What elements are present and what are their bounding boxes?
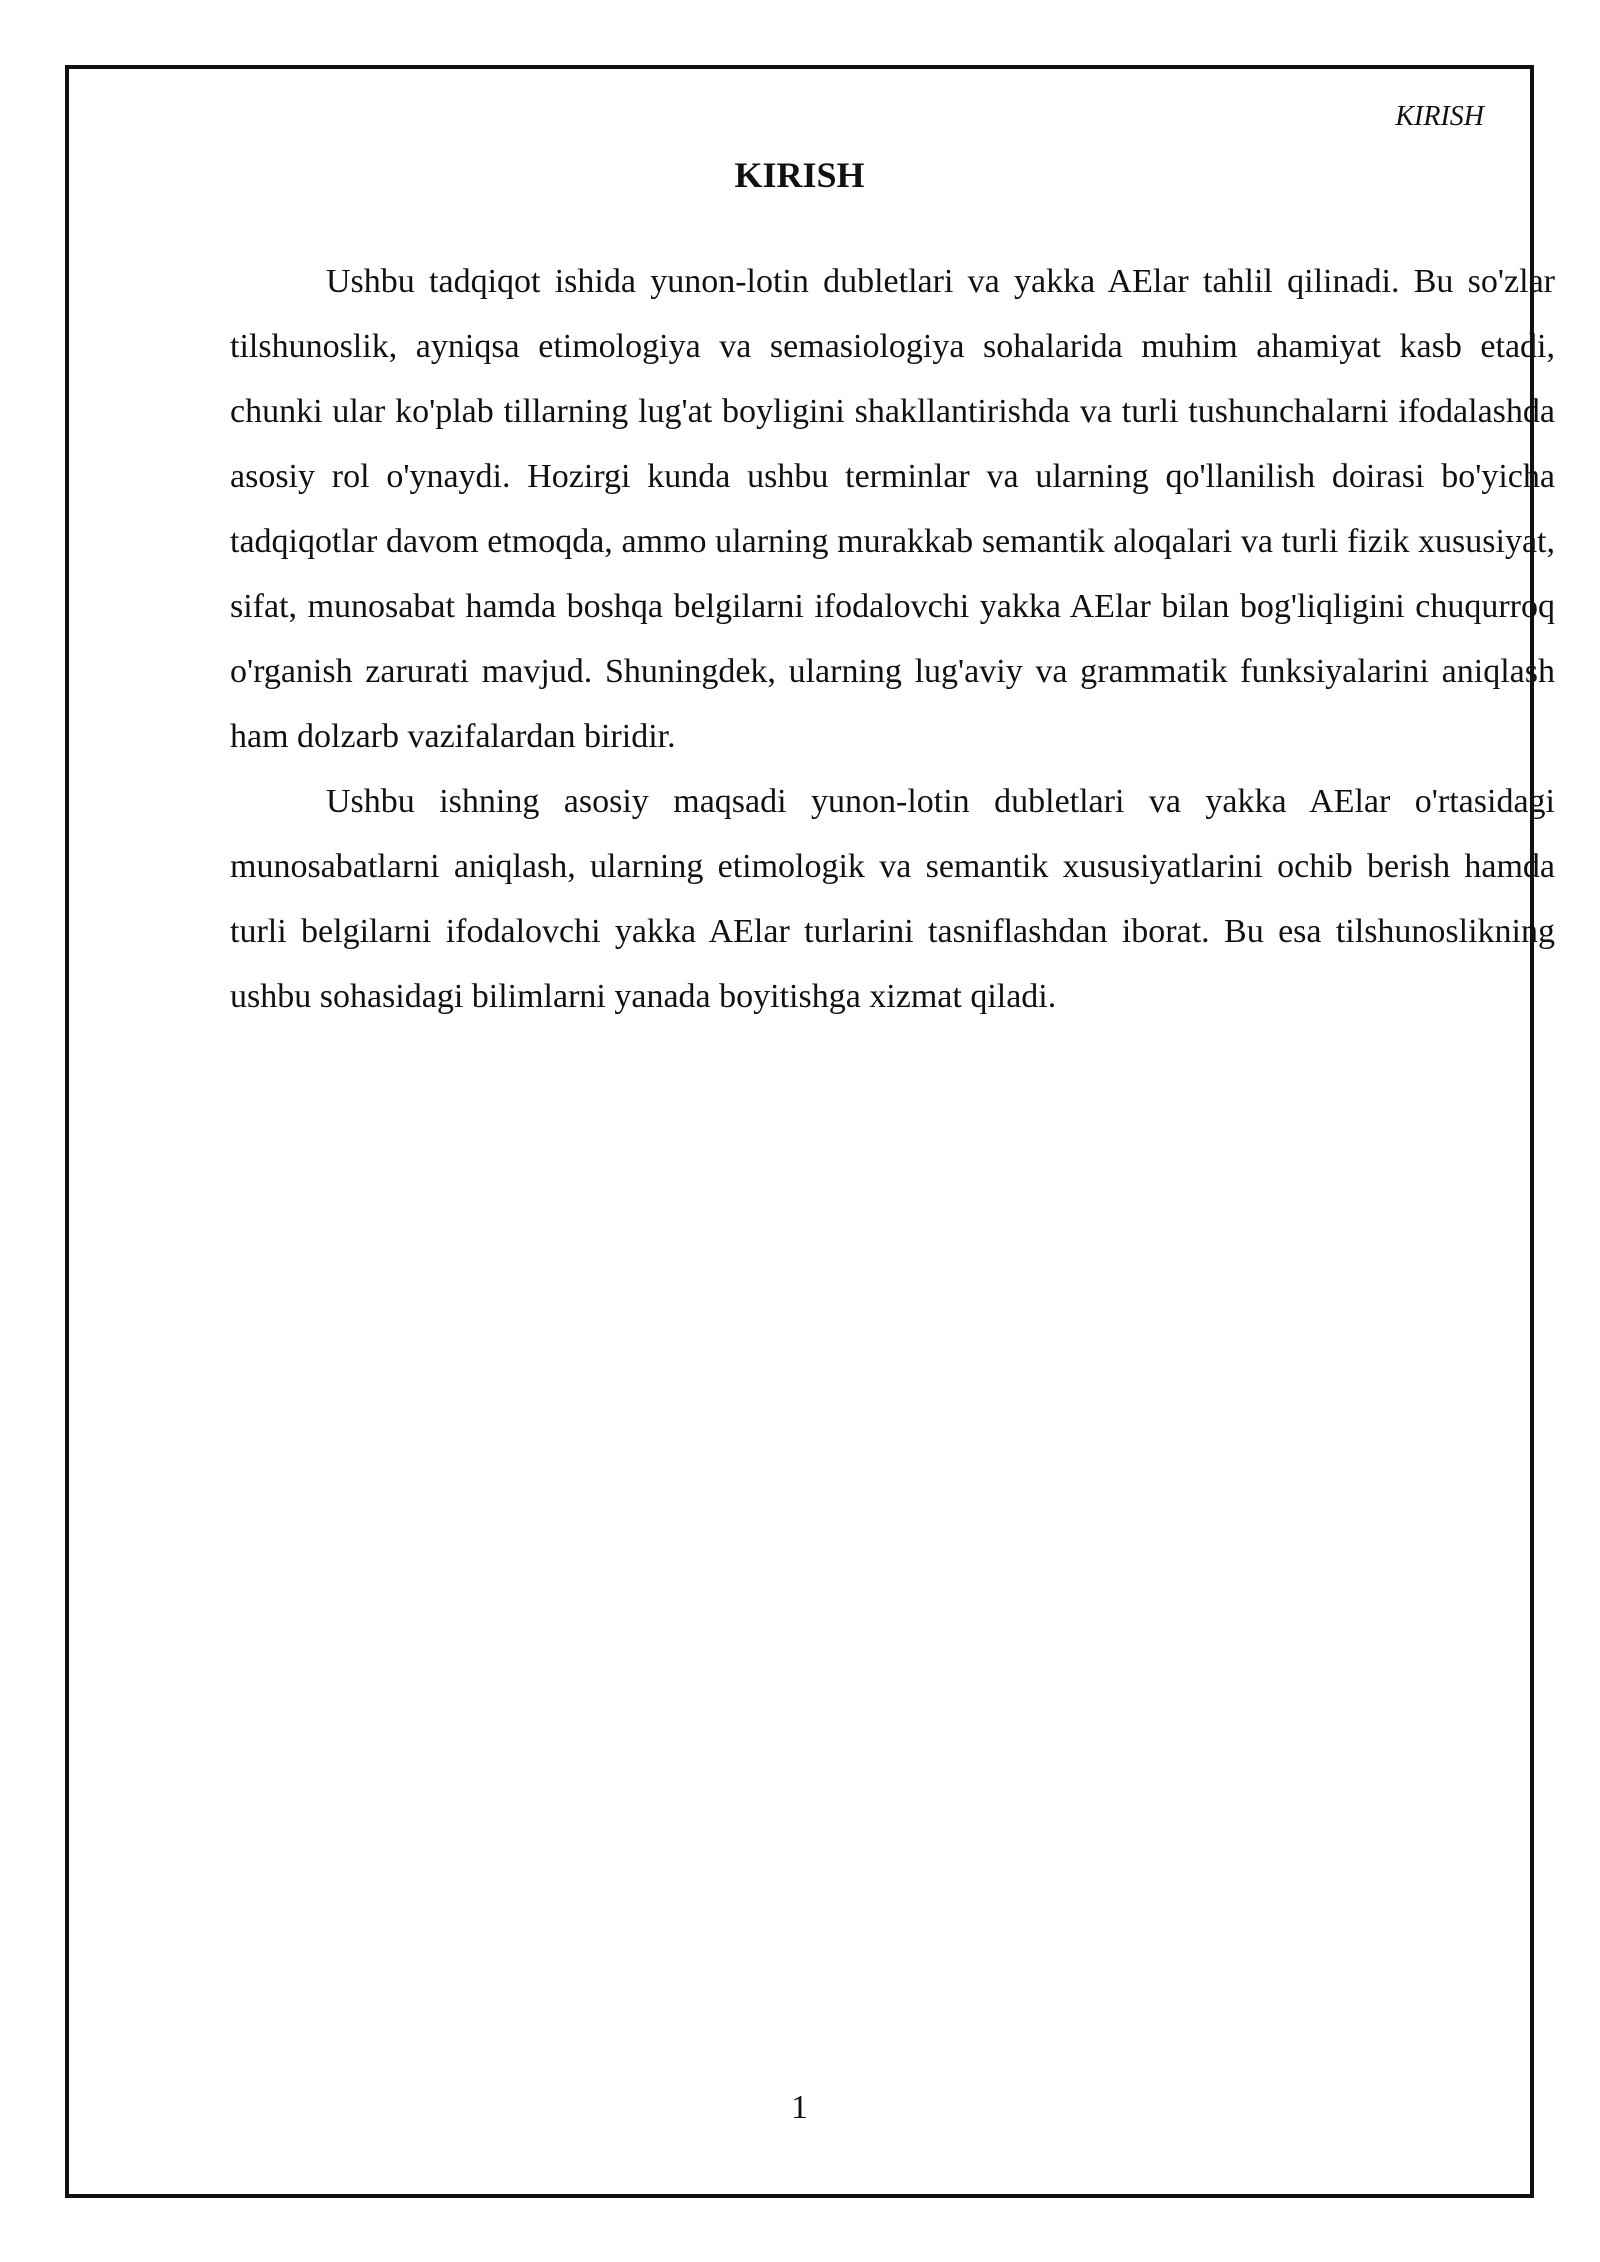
paragraph-2: Ushbu ishning asosiy maqsadi yunon-lotin dubletlari va yakka AElar o'rtasidagi munosabatlarni aniqlash, ularning etimologik va semantik xususiyatlarini ochib berish hamda turli belgilarni ifodalovchi yakka AElar turlarini tasniflashdan iborat. Bu esa tilshunoslikning ushbu sohasidagi bilimlarni yanada boyitishga xizmat qiladi. <box>230 783 1555 1015</box>
running-header: KIRISH <box>1395 101 1484 132</box>
page-border <box>65 65 1555 2198</box>
paragraph-1: Ushbu tadqiqot ishida yunon-lotin dubletlari va yakka AElar tahlil qilinadi. Bu so'zlar tilshunoslik, ayniqsa etimologiya va semasiologiya sohalarida muhim ahamiyat kasb etadi, chunki ular ko'plab tillarning lug'at boyligini shakllantirishda va turli tushunchalarni ifodalashda asosiy rol o'ynaydi. Hozirgi kunda ushbu terminlar va ularning qo'llanilish doirasi bo'yicha tadqiqotlar davom etmoqda, ammo ularning murakkab semantik aloqalari va turli fizik xususiyat, sifat, munosabat hamda boshqa belgilarni ifodalovchi yakka AElar bilan bog'liqligini chuqurroq o'rganish zarurati mavjud. Shuningdek, ularning lug'aviy va grammatik funksiyalarini aniqlash ham dolzarb vazifalardan biridir. <box>230 263 1555 755</box>
page-number: 1 <box>791 2089 808 2126</box>
page-title: KIRISH <box>734 155 865 195</box>
body-text <box>230 249 1555 1029</box>
